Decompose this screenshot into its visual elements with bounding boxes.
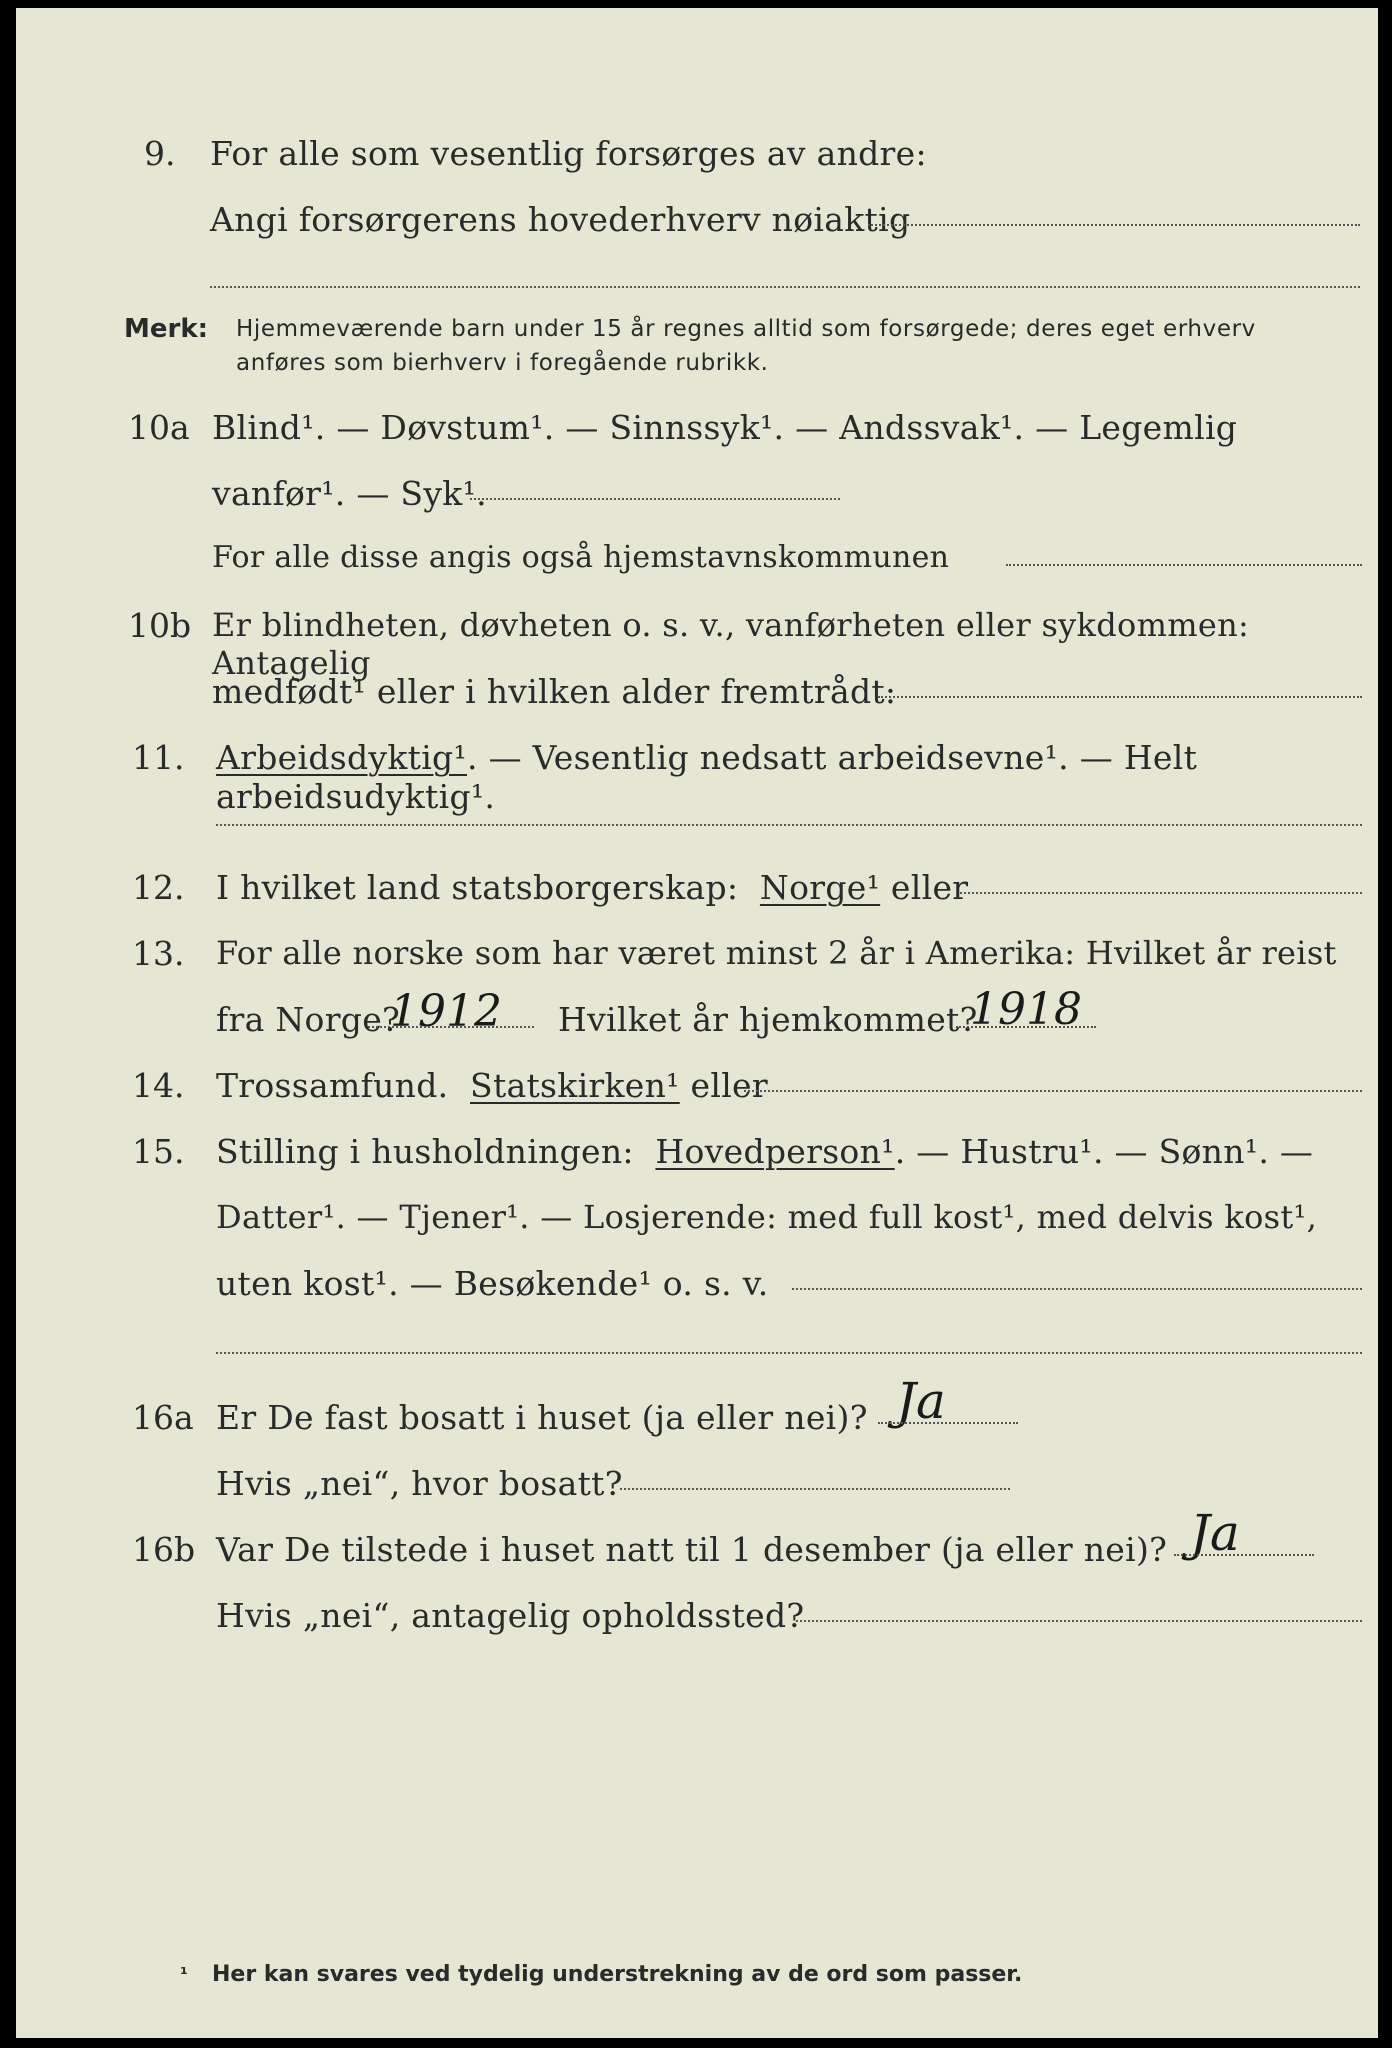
- q15-pre: Stilling i husholdningen:: [216, 1132, 634, 1171]
- q14-option-statskirken-underlined[interactable]: Statskirken¹: [470, 1066, 680, 1105]
- q16b-answer-line[interactable]: [1174, 1554, 1314, 1556]
- q14-post: eller: [690, 1066, 768, 1105]
- q10b-answer-line[interactable]: [878, 696, 1362, 698]
- q16a-handwritten-answer[interactable]: Ja: [896, 1372, 946, 1430]
- q13-reist-answer-line[interactable]: [368, 1026, 534, 1028]
- q12-number: 12.: [132, 868, 185, 907]
- merk-line1: Hjemmeværende barn under 15 år regnes alltid som forsørgede; deres eget erhverv: [236, 316, 1256, 342]
- q13-handwritten-year-hjemkommet[interactable]: 1918: [970, 984, 1082, 1035]
- q16b-opholdssted-answer-line[interactable]: [796, 1620, 1362, 1622]
- q13-pre: fra Norge?: [216, 1000, 401, 1039]
- q16a-bosatt-answer-line[interactable]: [620, 1488, 1010, 1490]
- q16b-number: 16b: [132, 1530, 196, 1569]
- q10a-line1: Blind¹. — Døvstum¹. — Sinnssyk¹. — Andssvak¹. — Legemlig: [212, 408, 1238, 447]
- q11-rest: . — Vesentlig nedsatt arbeidsevne¹. — Helt arbeidsudyktig¹.: [216, 738, 1198, 816]
- q15-option-hovedperson-underlined[interactable]: Hovedperson¹: [655, 1132, 895, 1171]
- q14-number: 14.: [132, 1066, 185, 1105]
- q13-hjemkommet-answer-line[interactable]: [956, 1026, 1096, 1028]
- q16a-number: 16a: [132, 1398, 194, 1437]
- q14-pre: Trossamfund.: [216, 1066, 449, 1105]
- q11-text: [216, 738, 1378, 816]
- q16b-line2: Hvis „nei“, antagelig opholdssted?: [216, 1596, 805, 1635]
- q12-answer-line[interactable]: [960, 892, 1362, 894]
- q9-line1: For alle som vesentlig forsørges av andre:: [210, 134, 927, 173]
- q14-answer-line[interactable]: [744, 1090, 1362, 1092]
- q13-number: 13.: [132, 934, 185, 973]
- q10b-line2: medfødt¹ eller i hvilken alder fremtrådt:: [212, 672, 897, 711]
- footnote-mark: ¹: [180, 1964, 188, 1985]
- merk-line2: anføres som bierhverv i foregående rubrikk.: [236, 350, 769, 376]
- q11-answer-line[interactable]: [216, 824, 1362, 826]
- q10a-line2: vanfør¹. — Syk¹.: [212, 474, 487, 513]
- q13-mid: Hvilket år hjemkommet?: [558, 1000, 978, 1039]
- q10a-line3: For alle disse angis også hjemstavnskommunen: [212, 540, 950, 575]
- q16a-answer-line[interactable]: [878, 1422, 1018, 1424]
- q15-line1: [216, 1132, 1313, 1171]
- q13-handwritten-year-reist[interactable]: 1912: [390, 986, 502, 1037]
- q10b-line1: Er blindheten, døvheten o. s. v., vanførheten eller sykdommen: Antagelig: [212, 606, 1250, 682]
- q9-answer-line[interactable]: [868, 224, 1360, 226]
- q13-line1: For alle norske som har været minst 2 år i Amerika: Hvilket år reist: [216, 934, 1337, 972]
- q11-number: 11.: [132, 738, 185, 777]
- q12-option-norge-underlined[interactable]: Norge¹: [759, 868, 881, 907]
- merk-label: Merk:: [124, 314, 209, 344]
- q15-line2: Datter¹. — Tjener¹. — Losjerende: med full kost¹, med delvis kost¹,: [216, 1198, 1318, 1236]
- q16a-line1: Er De fast bosatt i huset (ja eller nei)?: [216, 1398, 868, 1437]
- q9-answer-line-2[interactable]: [210, 286, 1360, 288]
- q15-number: 15.: [132, 1132, 185, 1171]
- q9-line2: Angi forsørgerens hovederhverv nøiaktig: [210, 200, 911, 239]
- q10a-syk-answer-line[interactable]: [470, 498, 840, 500]
- q11-option-arbeidsdyktig-underlined[interactable]: Arbeidsdyktig¹: [216, 738, 468, 777]
- census-form-page: [16, 8, 1378, 2038]
- q15-answer-line[interactable]: [792, 1288, 1362, 1290]
- q9-number: 9.: [144, 134, 176, 173]
- q15-rest1: . — Hustru¹. — Sønn¹. —: [894, 1132, 1314, 1171]
- q10b-number: 10b: [128, 606, 192, 645]
- footnote-text: Her kan svares ved tydelig understrekning av de ord som passer.: [212, 1962, 1023, 1987]
- q10a-hjemstavn-answer-line[interactable]: [1006, 564, 1362, 566]
- q15-line3: uten kost¹. — Besøkende¹ o. s. v.: [216, 1264, 769, 1303]
- q12-post: eller: [890, 868, 969, 907]
- q14-text: [216, 1066, 768, 1105]
- q15-answer-line-2[interactable]: [216, 1352, 1362, 1354]
- q16b-handwritten-answer[interactable]: Ja: [1190, 1504, 1240, 1562]
- q12-text: [216, 868, 968, 907]
- q16b-line1: Var De tilstede i huset natt til 1 desember (ja eller nei)?: [216, 1530, 1168, 1569]
- q12-pre: I hvilket land statsborgerskap:: [216, 868, 739, 907]
- q10a-number: 10a: [128, 408, 190, 447]
- q16a-line2: Hvis „nei“, hvor bosatt?: [216, 1464, 623, 1503]
